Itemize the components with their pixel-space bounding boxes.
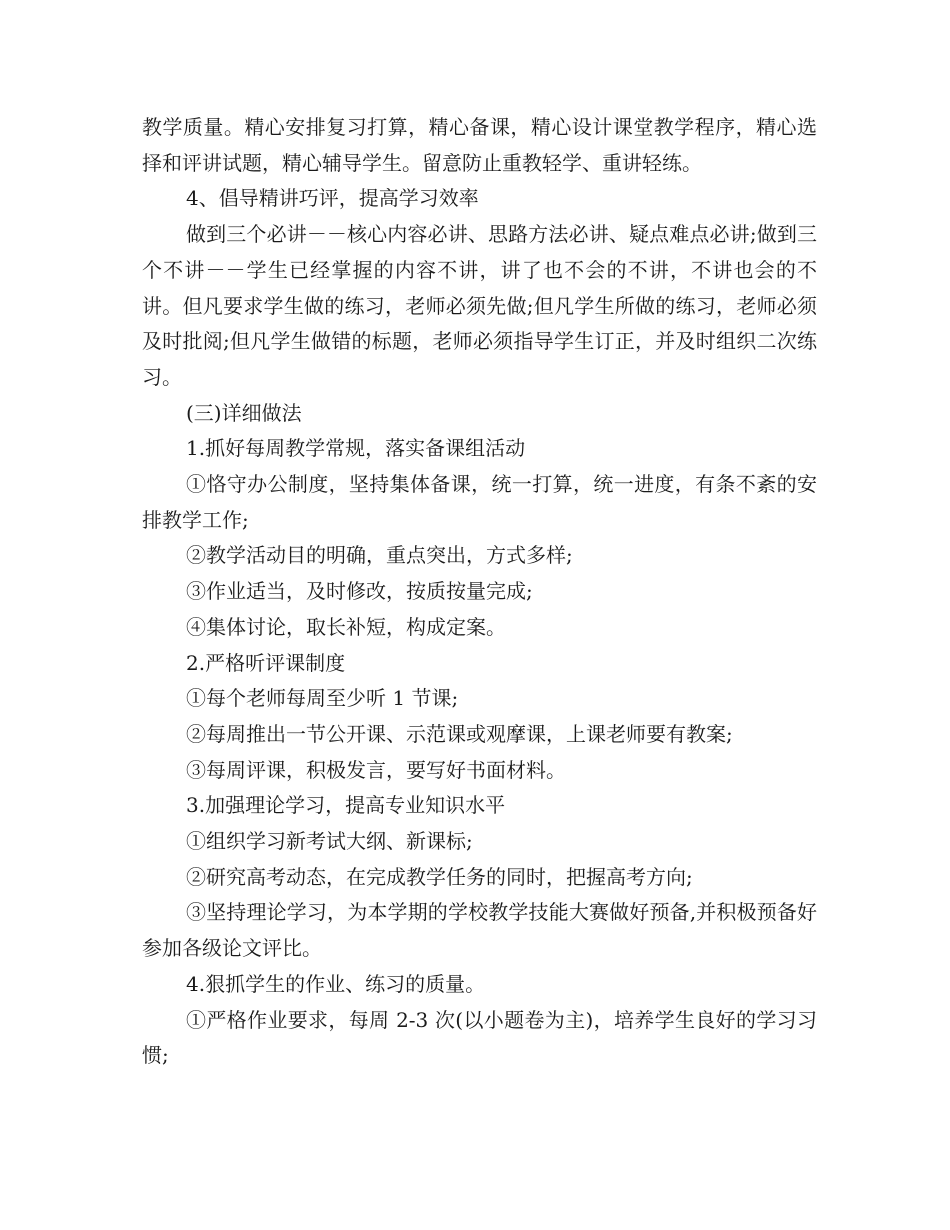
paragraph: 教学质量。精心安排复习打算，精心备课，精心设计课堂教学程序，精心选择和评讲试题，精心辅导学生。留意防止重教轻学、重讲轻练。: [142, 115, 817, 175]
list-item: ④集体讨论，取长补短，构成定案。: [186, 614, 506, 639]
list-item: ②研究高考动态，在完成教学任务的同时，把握高考方向;: [186, 864, 693, 889]
list-item: ③每周评课，积极发言，要写好书面材料。: [186, 757, 566, 782]
list-item: ②每周推出一节公开课、示范课或观摩课，上课老师要有教案;: [186, 721, 733, 746]
list-item: ③作业适当，及时修改，按质按量完成;: [186, 579, 533, 604]
section-heading: (三)详细做法: [186, 400, 302, 425]
list-item: ②教学活动目的明确，重点突出，方式多样;: [186, 543, 573, 568]
list-item: ③坚持理论学习，为本学期的学校教学技能大赛做好预备,并积极预备好参加各级论文评比。: [142, 900, 817, 961]
list-item: ①组织学习新考试大纲、新课标;: [186, 829, 473, 854]
paragraph: 做到三个必讲－－核心内容必讲、思路方法必讲、疑点难点必讲;做到三个不讲－－学生已经掌握的内容不讲，讲了也不会的不讲，不讲也会的不讲。但凡要求学生做的练习，老师必须先做;但凡学生所做的练习，老师必须及时批阅;但凡学生做错的标题，老师必须指导学生订正，并及时组织二次练习。: [142, 222, 817, 389]
subsection-heading: 2.严格听评课制度: [186, 650, 346, 675]
list-item: ①恪守办公制度，坚持集体备课，统一打算，统一进度，有条不紊的安排教学工作;: [142, 472, 817, 532]
list-item: ①严格作业要求，每周 2-3 次(以小题卷为主)，培养学生良好的学习习惯;: [142, 1007, 817, 1068]
document-page: [142, 110, 817, 1074]
subsection-heading: 4.狠抓学生的作业、练习的质量。: [186, 971, 486, 996]
subsection-heading: 1.抓好每周教学常规，落实备课组活动: [186, 436, 526, 461]
list-item: ①每个老师每周至少听 1 节课;: [186, 686, 459, 711]
section-heading: 4、倡导精讲巧评，提高学习效率: [186, 186, 479, 211]
subsection-heading: 3.加强理论学习，提高专业知识水平: [186, 793, 506, 818]
